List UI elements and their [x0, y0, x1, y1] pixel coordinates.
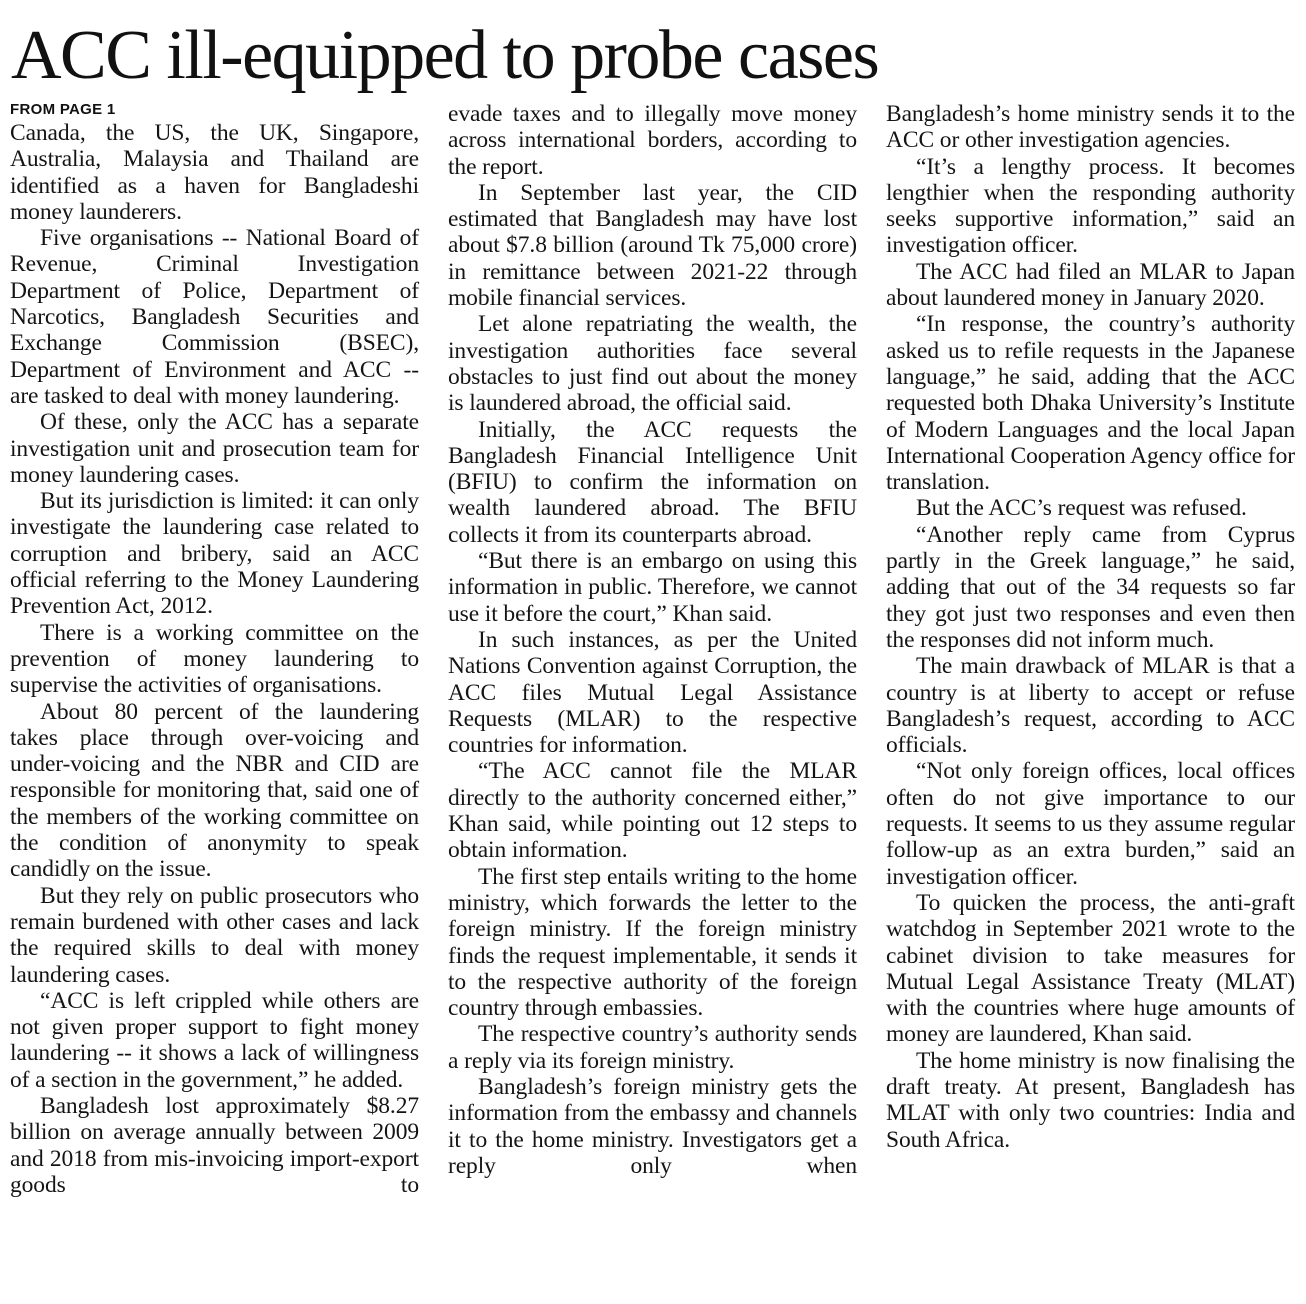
paragraph: “In response, the country’s authority asked us to refile requests in the Japanese language,” he said, adding that the ACC requested both Dhaka University’s Institute of Modern Languages and the local Japan International Cooperation Agency office for translation. [886, 311, 1295, 496]
paragraph: “Another reply came from Cyprus partly in the Greek language,” he said, adding that out of the 34 requests so far they got just two responses and even then the responses did not inform much. [886, 521, 1295, 653]
paragraph: But its jurisdiction is limited: it can only investigate the laundering case related to corruption and bribery, said an ACC official referring to the Money Laundering Prevention Act, 2012. [10, 488, 419, 620]
paragraph: The home ministry is now finalising the draft treaty. At present, Bangladesh has MLAT with only two countries: India and South Africa. [886, 1047, 1295, 1153]
article-column-2 [448, 101, 857, 1179]
paragraph: But the ACC’s request was refused. [916, 495, 1247, 522]
paragraph: Bangladesh’s foreign ministry gets the information from the embassy and channels it to the home ministry. Investigators get a reply only when [448, 1073, 857, 1179]
paragraph: evade taxes and to illegally move money across international borders, according to the report. [448, 101, 857, 180]
paragraph: The first step entails writing to the home ministry, which forwards the letter to the foreign ministry. If the foreign ministry finds the request implementable, it sends it to the respective authority of the foreign country through embassies. [448, 863, 857, 1022]
paragraph: “ACC is left crippled while others are not given proper support to fight money laundering -- it shows a lack of willingness of a section in the government,” he added. [10, 987, 419, 1093]
headline: ACC ill-equipped to probe cases [11, 17, 879, 94]
paragraph: The main drawback of MLAR is that a country is at liberty to accept or refuse Bangladesh’s request, according to ACC officials. [886, 653, 1295, 759]
article-column-3 [886, 101, 1295, 1153]
paragraph: “It’s a lengthy process. It becomes lengthier when the responding authority seeks supportive information,” said an investigation officer. [886, 153, 1295, 259]
paragraph: In such instances, as per the United Nations Convention against Corruption, the ACC files Mutual Legal Assistance Requests (MLAR) to the respective countries for information. [448, 626, 857, 759]
paragraph: Five organisations -- National Board of Revenue, Criminal Investigation Department of Police, Department of Narcotics, Bangladesh Securities and Exchange Commission (BSEC), Department of Environment and ACC -- are tasked to deal with money laundering. [10, 225, 419, 409]
continuation-kicker: FROM PAGE 1 [10, 101, 116, 118]
article-column-1 [10, 101, 419, 1198]
paragraph: There is a working committee on the prevention of money laundering to supervise the activities of organisations. [10, 619, 419, 699]
paragraph: “Not only foreign offices, local offices often do not give importance to our requests. It seems to us they assume regular follow-up as an extra burden,” said an investigation officer. [886, 758, 1295, 890]
paragraph: Bangladesh lost approximately $8.27 billion on average annually between 2009 and 2018 from mis-invoicing import-export goods to [10, 1092, 419, 1198]
paragraph: Of these, only the ACC has a separate investigation unit and prosecution team for money laundering cases. [10, 409, 419, 488]
paragraph: Bangladesh’s home ministry sends it to the ACC or other investigation agencies. [886, 101, 1295, 154]
paragraph: The respective country’s authority sends a reply via its foreign ministry. [448, 1021, 857, 1074]
paragraph: About 80 percent of the laundering takes place through over-voicing and under-voicing and the NBR and CID are responsible for monitoring that, said one of the members of the working committee on the condition of anonymity to speak candidly on the issue. [10, 698, 419, 883]
paragraph: To quicken the process, the anti-graft watchdog in September 2021 wrote to the cabinet division to take measures for Mutual Legal Assistance Treaty (MLAT) with the countries where huge amounts of money are laundered, Khan said. [886, 889, 1295, 1048]
paragraph: Canada, the US, the UK, Singapore, Australia, Malaysia and Thailand are identified as a haven for Bangladeshi money launderers. [10, 120, 419, 225]
paragraph: “The ACC cannot file the MLAR directly to the authority concerned either,” Khan said, while pointing out 12 steps to obtain information. [448, 758, 857, 864]
paragraph: “But there is an embargo on using this information in public. Therefore, we cannot use it before the court,” Khan said. [448, 548, 857, 627]
paragraph: But they rely on public prosecutors who remain burdened with other cases and lack the required skills to deal with money laundering cases. [10, 882, 419, 988]
paragraph: Let alone repatriating the wealth, the investigation authorities face several obstacles to just find out about the money is laundered abroad, the official said. [448, 311, 857, 417]
paragraph: The ACC had filed an MLAR to Japan about laundered money in January 2020. [886, 258, 1295, 312]
paragraph: In September last year, the CID estimated that Bangladesh may have lost about $7.8 billion (around Tk 75,000 crore) in remittance between 2021-22 through mobile financial services. [448, 179, 857, 312]
paragraph: Initially, the ACC requests the Bangladesh Financial Intelligence Unit (BFIU) to confirm the information on wealth laundered abroad. The BFIU collects it from its counterparts abroad. [448, 416, 857, 548]
